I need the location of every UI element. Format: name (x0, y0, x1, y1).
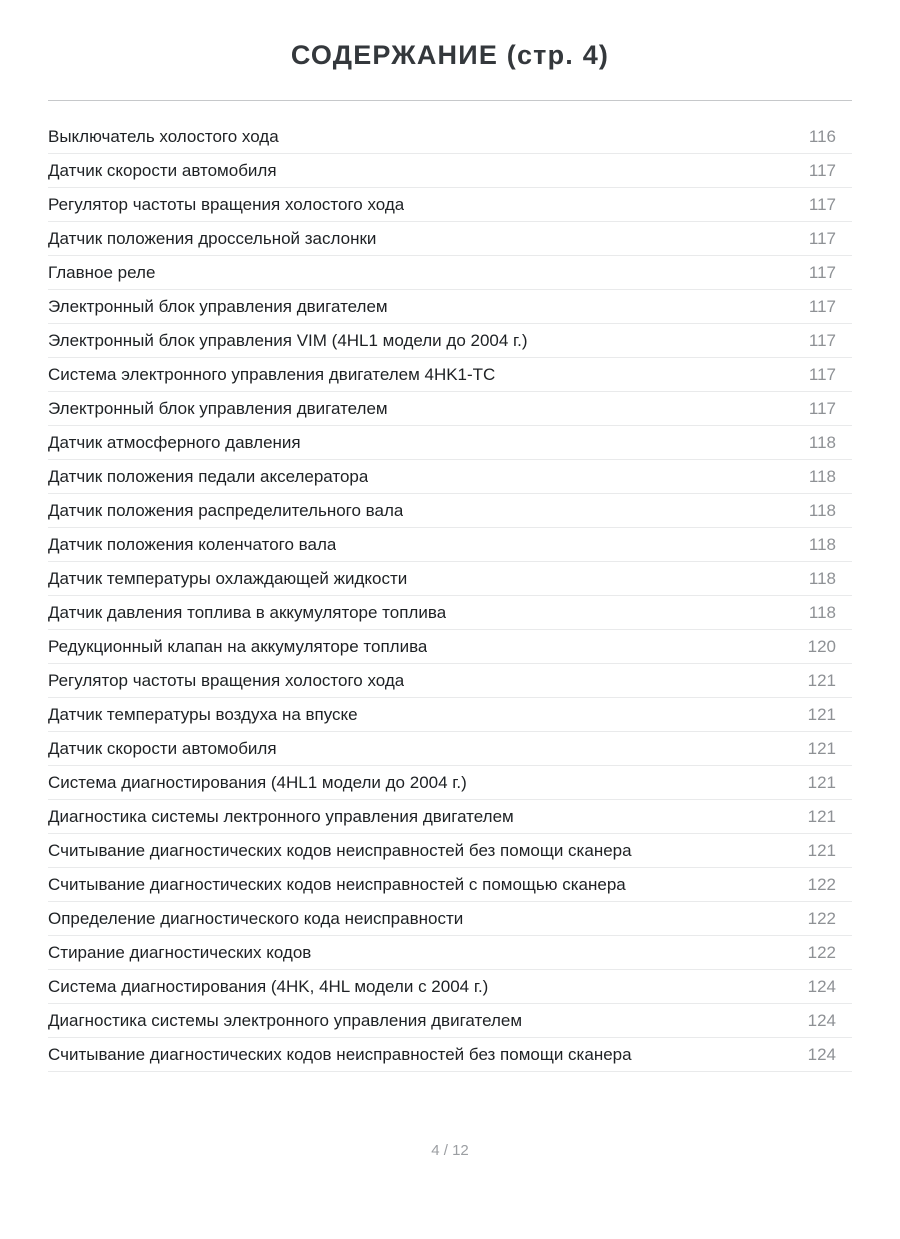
toc-entry-page-number: 118 (808, 432, 836, 452)
title-divider (48, 100, 852, 101)
toc-entry-row[interactable] (48, 188, 852, 222)
toc-entry-label: Главное реле (48, 262, 156, 282)
toc-entry-row[interactable] (48, 630, 852, 664)
toc-entry-label: Электронный блок управления VIM (4HL1 модели до 2004 г.) (48, 330, 528, 350)
toc-entry-label: Стирание диагностических кодов (48, 942, 312, 962)
toc-entry-label: Датчик положения дроссельной заслонки (48, 228, 377, 248)
toc-entry-page-number: 121 (807, 704, 836, 724)
toc-entry-page-number: 118 (808, 568, 836, 588)
toc-entry-row[interactable] (48, 426, 852, 460)
toc-entry-row[interactable] (48, 358, 852, 392)
toc-entry-page-number: 121 (807, 806, 836, 826)
toc-entry-row[interactable] (48, 392, 852, 426)
toc-entry-label: Датчик температуры воздуха на впуске (48, 704, 358, 724)
toc-entry-page-number: 124 (807, 1010, 836, 1030)
toc-entry-label: Считывание диагностических кодов неисправностей без помощи сканера (48, 1044, 632, 1064)
toc-entry-label: Система электронного управления двигателем 4HK1-TC (48, 364, 496, 384)
toc-entry-page-number: 117 (808, 194, 836, 214)
toc-entry-row[interactable] (48, 800, 852, 834)
toc-entry-page-number: 117 (808, 330, 836, 350)
toc-entry-page-number: 117 (808, 228, 836, 248)
toc-entry-page-number: 116 (808, 126, 836, 146)
document-page (0, 39, 900, 1160)
toc-entry-label: Датчик положения распределительного вала (48, 500, 404, 520)
toc-entry-page-number: 118 (808, 466, 836, 486)
pagination-indicator: 4 / 12 (431, 1142, 469, 1159)
toc-entry-label: Диагностика системы лектронного управления двигателем (48, 806, 514, 826)
toc-entry-row[interactable] (48, 664, 852, 698)
toc-entry-page-number: 122 (807, 874, 836, 894)
toc-entry-label: Датчик положения педали акселератора (48, 466, 369, 486)
toc-entry-page-number: 117 (808, 398, 836, 418)
toc-entry-label: Датчик скорости автомобиля (48, 738, 277, 758)
toc-entry-row[interactable] (48, 290, 852, 324)
toc-entry-row[interactable] (48, 460, 852, 494)
toc-entry-row[interactable] (48, 936, 852, 970)
toc-entry-page-number: 117 (808, 160, 836, 180)
toc-entry-row[interactable] (48, 562, 852, 596)
toc-entry-label: Электронный блок управления двигателем (48, 398, 388, 418)
toc-entry-row[interactable] (48, 902, 852, 936)
toc-entry-page-number: 121 (807, 738, 836, 758)
toc-entry-row[interactable] (48, 834, 852, 868)
toc-entry-row[interactable] (48, 596, 852, 630)
toc-entry-row[interactable] (48, 1004, 852, 1038)
toc-entry-row[interactable] (48, 120, 852, 154)
toc-entry-label: Система диагностирования (4HK, 4HL модели с 2004 г.) (48, 976, 489, 996)
toc-entry-row[interactable] (48, 732, 852, 766)
toc-entry-label: Регулятор частоты вращения холостого хода (48, 670, 405, 690)
toc-entry-row[interactable] (48, 256, 852, 290)
toc-entry-label: Считывание диагностических кодов неисправностей без помощи сканера (48, 840, 632, 860)
toc-entry-row[interactable] (48, 1038, 852, 1072)
toc-entry-page-number: 118 (808, 500, 836, 520)
page-title: СОДЕРЖАНИЕ (стр. 4) (290, 40, 610, 70)
toc-entry-label: Диагностика системы электронного управления двигателем (48, 1010, 523, 1030)
toc-entry-label: Датчик температуры охлаждающей жидкости (48, 568, 408, 588)
toc-entry-page-number: 117 (808, 296, 836, 316)
toc-entry-page-number: 122 (807, 942, 836, 962)
toc-entry-row[interactable] (48, 698, 852, 732)
toc-entry-page-number: 118 (808, 602, 836, 622)
toc-entry-page-number: 121 (807, 670, 836, 690)
toc-entry-label: Редукционный клапан на аккумуляторе топлива (48, 636, 428, 656)
toc-entry-page-number: 117 (808, 262, 836, 282)
toc-entry-row[interactable] (48, 766, 852, 800)
toc-entry-page-number: 124 (807, 1044, 836, 1064)
toc-entry-label: Датчик атмосферного давления (48, 432, 301, 452)
toc-entry-label: Датчик положения коленчатого вала (48, 534, 337, 554)
toc-entry-label: Датчик скорости автомобиля (48, 160, 277, 180)
toc-entry-page-number: 120 (807, 636, 836, 656)
toc-entry-label: Выключатель холостого хода (48, 126, 279, 146)
toc-entry-page-number: 121 (807, 772, 836, 792)
toc-list (48, 120, 852, 1072)
toc-entry-label: Считывание диагностических кодов неисправностей с помощью сканера (48, 874, 626, 894)
toc-entry-page-number: 121 (807, 840, 836, 860)
toc-entry-label: Система диагностирования (4HL1 модели до 2004 г.) (48, 772, 467, 792)
toc-entry-row[interactable] (48, 528, 852, 562)
toc-entry-page-number: 124 (807, 976, 836, 996)
toc-entry-row[interactable] (48, 154, 852, 188)
toc-entry-page-number: 118 (808, 534, 836, 554)
toc-entry-row[interactable] (48, 494, 852, 528)
toc-entry-label: Определение диагностического кода неисправности (48, 908, 464, 928)
toc-entry-page-number: 122 (807, 908, 836, 928)
toc-entry-label: Регулятор частоты вращения холостого хода (48, 194, 405, 214)
toc-entry-label: Датчик давления топлива в аккумуляторе топлива (48, 602, 447, 622)
toc-entry-row[interactable] (48, 970, 852, 1004)
toc-entry-row[interactable] (48, 324, 852, 358)
toc-entry-row[interactable] (48, 222, 852, 256)
toc-entry-label: Электронный блок управления двигателем (48, 296, 388, 316)
toc-entry-page-number: 117 (808, 364, 836, 384)
toc-entry-row[interactable] (48, 868, 852, 902)
